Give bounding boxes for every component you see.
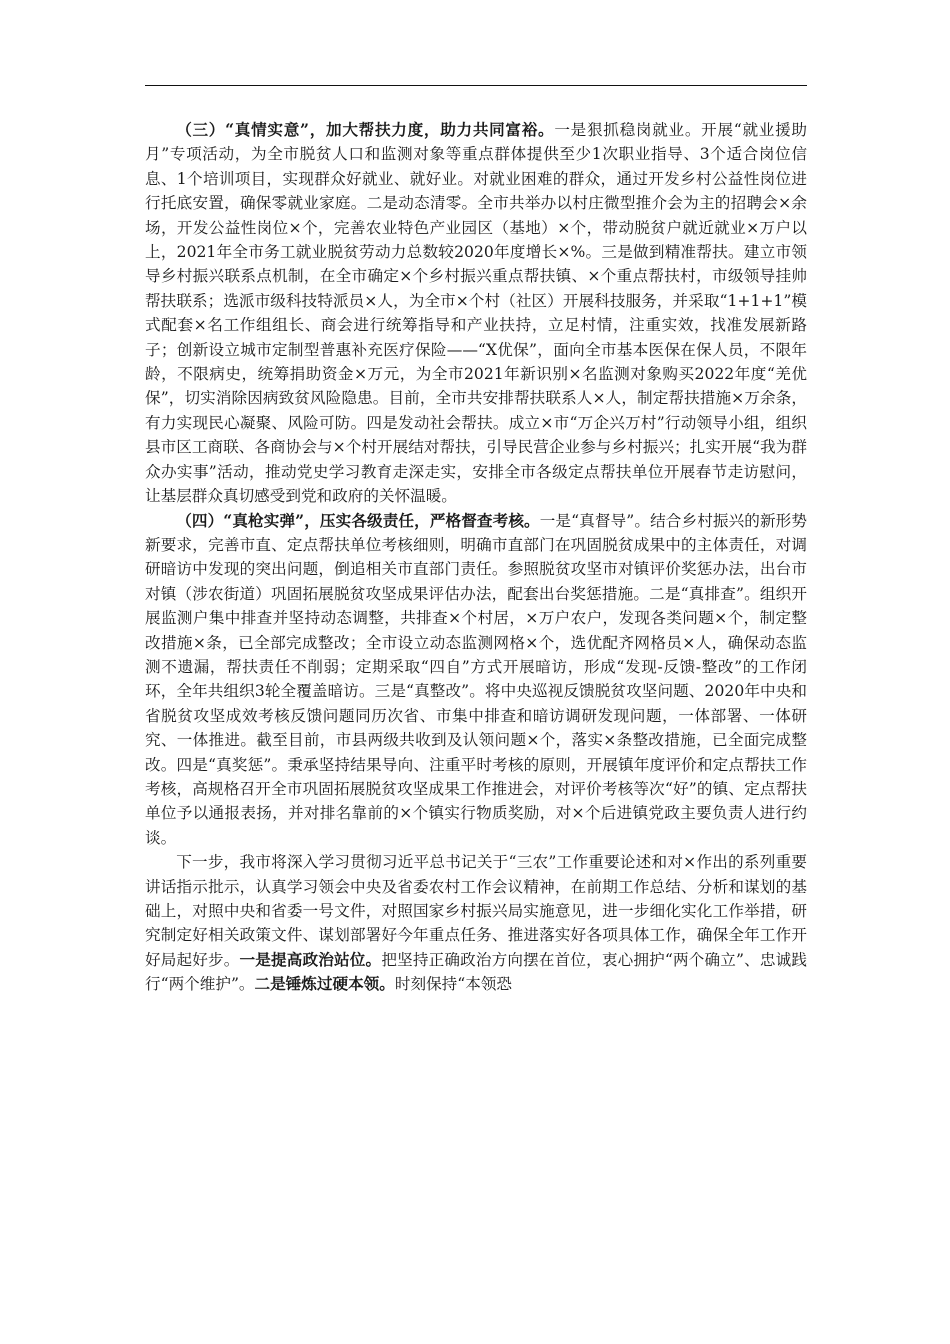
document-body [145, 118, 807, 997]
section-three-text: 一是狠抓稳岗就业。开展“就业援助月”专项活动，为全市脱贫人口和监测对象等重点群体提供至少1次职业指导、3个适合岗位信息、1个培训项目，实现群众好就业、就好业。对就业困难的群众，通过开发乡村公益性岗位进行托底安置，确保零就业家庭。二是动态清零。全市共举办以村庄微型推介会为主的招聘会×余场，开发公益性岗位×个，完善农业特色产业园区（基地）×个，带动脱贫户就近就业×万户以上，2021年全市务工就业脱贫劳动力总数较2020年度增长×%。三是做到精准帮扶。建立市领导乡村振兴联系点机制，在全市确定×个乡村振兴重点帮扶镇、×个重点帮扶村，市级领导挂帅帮扶联系；选派市级科技特派员×人，为全市×个村（社区）开展科技服务，并采取“1+1+1”模式配套×名工作组组长、商会进行统筹指导和产业扶持，立足村情，注重实效，找准发展新路子；创新设立城市定制型普惠补充医疗保险——“X优保”，面向全市基本医保在保人员，不限年龄，不限病史，统筹捐助资金×万元，为全市2021年新识别×名监测对象购买2022年度“羌优保”，切实消除因病致贫风险隐患。目前，全市共安排帮扶联系人×人，制定帮扶措施×万余条，有力实现民心凝聚、风险可防。四是发动社会帮扶。成立×市“万企兴万村”行动领导小组，组织县市区工商联、各商协会与×个村开展结对帮扶，引导民营企业参与乡村振兴；扎实开展“我为群众办实事”活动，推动党史学习教育走深走实，安排全市各级定点帮扶单位开展春节走访慰问，让基层群众真切感受到党和政府的关怀温暖。 [145, 121, 807, 506]
next-steps-point-two: 二是锤炼过硬本领。 [254, 974, 395, 994]
next-steps-point-one-text: 把坚持正确政治方向摆在首位，衷心拥护“两个确立”、忠诚践行“两个维护”。 [145, 950, 807, 994]
paragraph-section-three [145, 118, 807, 509]
section-three-heading: （三）“真情实意”，加大帮扶力度，助力共同富裕。 [176, 120, 555, 139]
header-rule [145, 85, 807, 86]
next-steps-intro: 下一步，我市将深入学习贯彻习近平总书记关于“三农”工作重要论述和对×作出的系列重要讲话指示批示，认真学习领会中央及省委农村工作会议精神，在前期工作总结、分析和谋划的基础上，对照中央和省委一号文件，对照国家乡村振兴局实施意见，进一步细化实化工作举措，研究制定好相关政策文件、谋划部署好今年重点任务、推进落实好各项具体工作，确保全年工作开好局起好步。 [145, 853, 807, 969]
section-four-text: 一是“真督导”。结合乡村振兴的新形势新要求，完善市直、定点帮扶单位考核细则，明确市直部门在巩固脱贫成果中的主体责任，对调研暗访中发现的突出问题，倒追相关市直部门责任。参照脱贫攻坚市对镇评价奖惩办法，出台市对镇（涉农街道）巩固拓展脱贫攻坚成果评估办法，配套出台奖惩措施。二是“真排查”。组织开展监测户集中排查并坚持动态调整，共排查×个村居，×万户农户，发现各类问题×个，制定整改措施×条，已全部完成整改；全市设立动态监测网格×个，选优配齐网格员×人，确保动态监测不遗漏，帮扶责任不削弱；定期采取“四自”方式开展暗访，形成“发现-反馈-整改”的工作闭环，全年共组织3轮全覆盖暗访。三是“真整改”。将中央巡视反馈脱贫攻坚问题、2020年中央和省脱贫攻坚成效考核反馈问题同历次省、市集中排查和暗访调研发现问题，一体部署、一体研究、一体推进。截至目前，市县两级共收到及认领问题×个，落实×条整改措施，已全面完成整改。四是“真奖惩”。秉承坚持结果导向、注重平时考核的原则，开展镇年度评价和定点帮扶工作考核，高规格召开全市巩固拓展脱贫攻坚成果工作推进会，对评价考核等次“好”的镇、定点帮扶单位予以通报表扬，并对排名靠前的×个镇实行物质奖励，对×个后进镇党政主要负责人进行约谈。 [145, 511, 807, 847]
next-steps-point-two-text: 时刻保持“本领恐 [394, 975, 513, 994]
next-steps-point-one: 一是提高政治站位。 [239, 949, 382, 969]
paragraph-section-four [145, 509, 807, 851]
section-four-heading: （四）“真枪实弹”，压实各级责任，严格督查考核。 [176, 510, 540, 530]
paragraph-next-steps [145, 850, 807, 996]
